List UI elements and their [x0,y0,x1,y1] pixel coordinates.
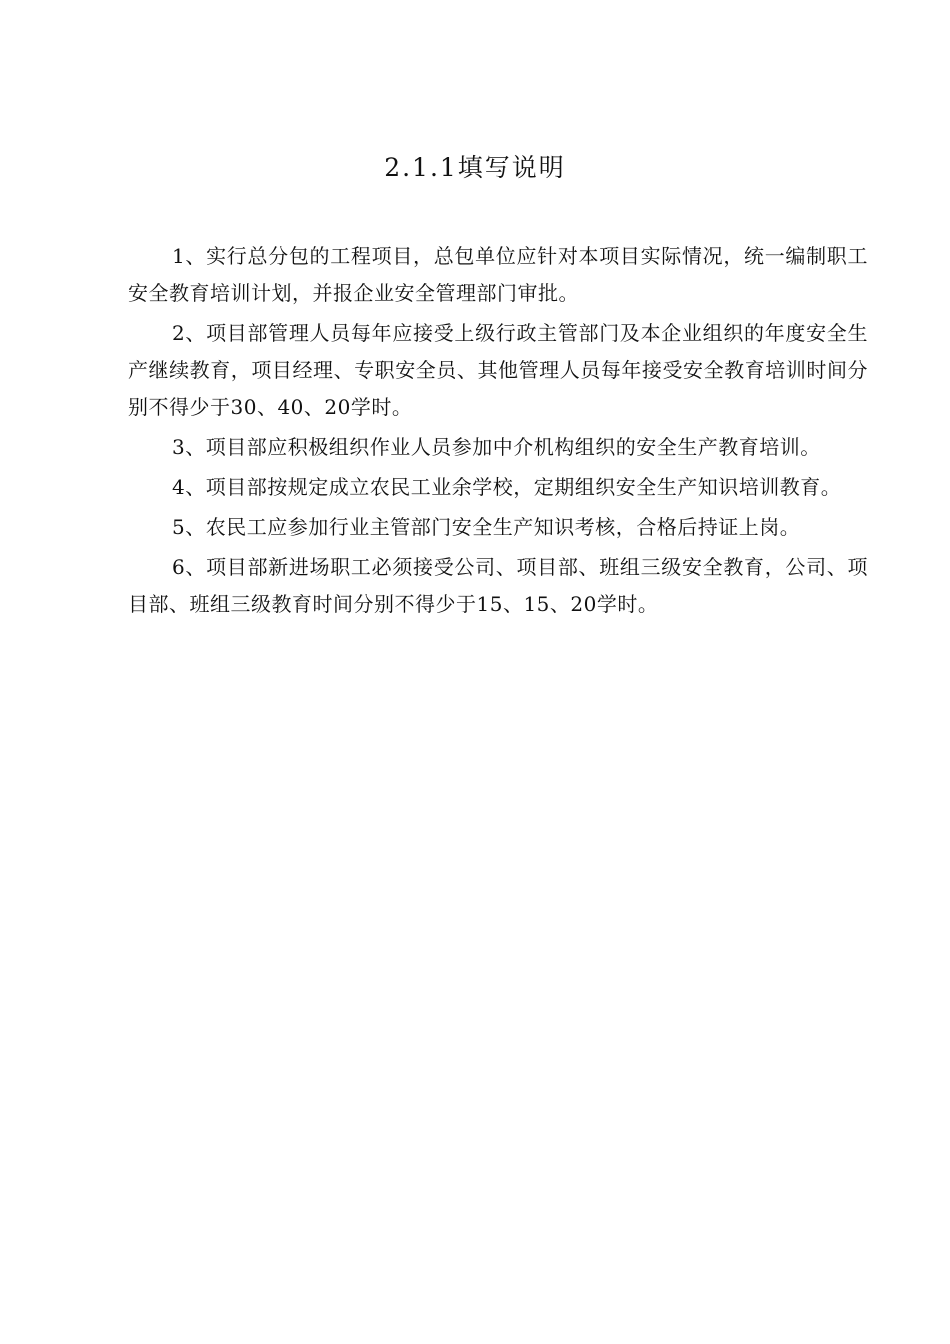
instruction-paragraph-5: 5、农民工应参加行业主管部门安全生产知识考核，合格后持证上岗。 [172,515,801,539]
instruction-paragraph-4: 4、项目部按规定成立农民工业余学校，定期组织安全生产知识培训教育。 [172,475,842,499]
instruction-paragraph-6: 6、项目部新进场职工必须接受公司、项目部、班组三级安全教育，公司、项目部、班组三级教育时间分别不得少于15、15、20学时。 [128,555,868,616]
instruction-paragraph-2: 2、项目部管理人员每年应接受上级行政主管部门及本企业组织的年度安全生产继续教育，项目经理、专职安全员、其他管理人员每年接受安全教育培训时间分别不得少于30、40、20学时。 [128,321,868,419]
instruction-paragraph-3: 3、项目部应积极组织作业人员参加中介机构组织的安全生产教育培训。 [172,435,821,459]
instruction-paragraph-1: 1、实行总分包的工程项目，总包单位应针对本项目实际情况，统一编制职工安全教育培训计划，并报企业安全管理部门审批。 [128,244,868,305]
page-title: 2.1.1填写说明 [384,153,566,182]
instructions-body [128,238,868,626]
